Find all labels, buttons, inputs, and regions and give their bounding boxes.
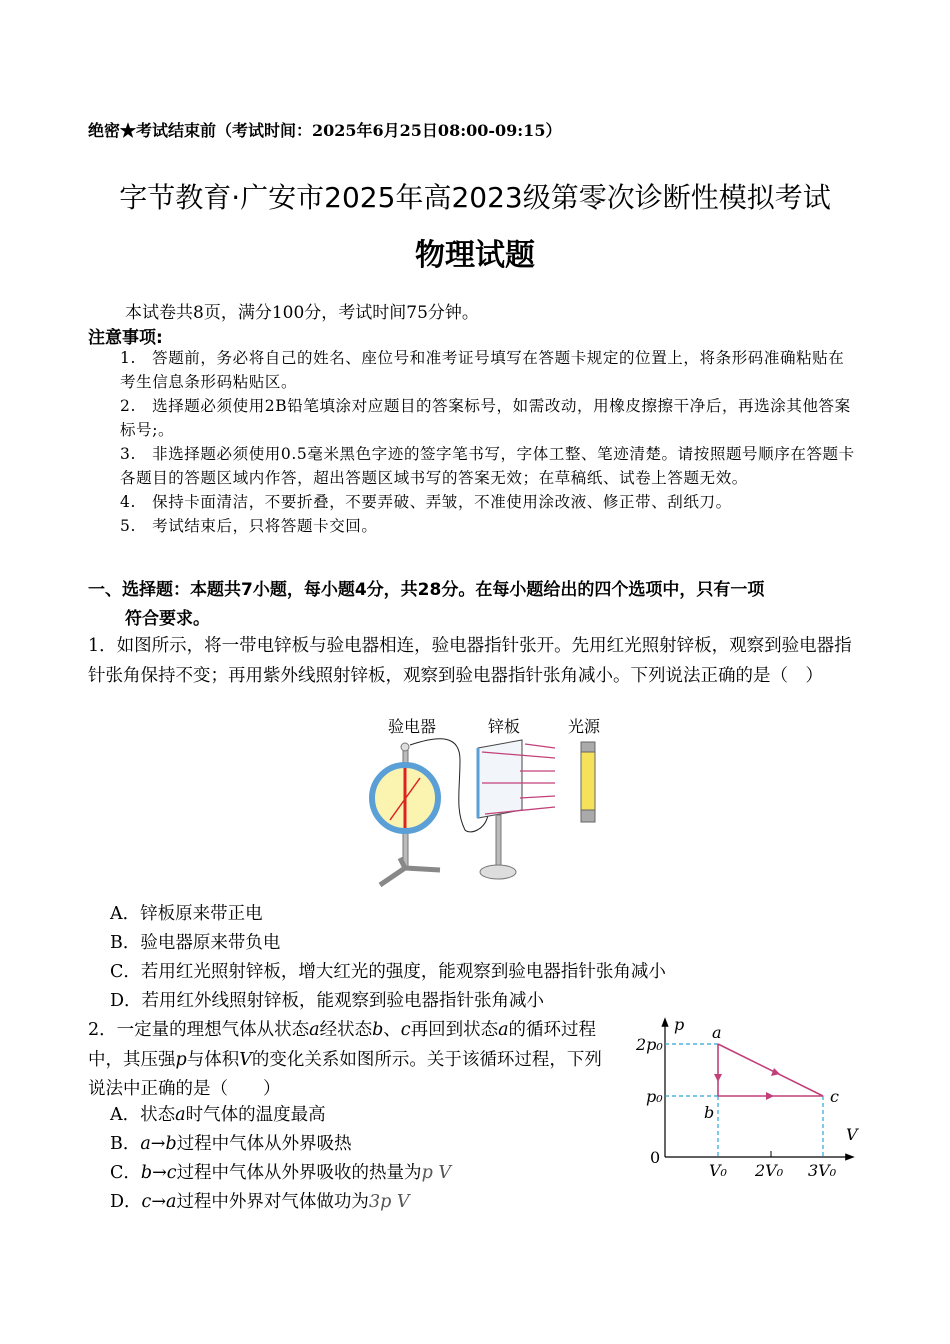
v-axis-label: V (846, 1125, 858, 1144)
tick-2v0: 2V₀ (755, 1161, 784, 1180)
option-d: D．若用红外线照射锌板，能观察到验电器指针张角减小 (110, 991, 545, 1011)
section-line1: 一、选择题：本题共7小题，每小题4分，共28分。在每小题给出的四个选项中，只有一项 (88, 580, 765, 600)
option-d: D．c→a过程中外界对气体做功为3p V (110, 1192, 410, 1212)
tick-v0: V₀ (709, 1161, 727, 1180)
question-1-options (110, 900, 666, 1016)
electroscope-figure (360, 710, 620, 890)
option-a: A．锌板原来带正电 (110, 904, 263, 924)
note-item: 2. 选择题必须使用2B铅笔填涂对应题目的答案标号，如需改动，用橡皮擦擦干净后，再选涂其他答案标号;。 (120, 397, 851, 439)
tick-3v0: 3V₀ (808, 1161, 837, 1180)
option-b: B．验电器原来带负电 (110, 933, 281, 953)
notes-list (120, 346, 860, 538)
option-a: A．状态a时气体的温度最高 (110, 1105, 326, 1125)
note-item: 5. 考试结束后，只将答题卡交回。 (120, 517, 378, 535)
pv-graph (620, 1010, 870, 1200)
label-zinc-plate: 锌板 (488, 717, 521, 736)
point-b: b (704, 1103, 715, 1122)
cycle-path (718, 1044, 823, 1096)
section-line2: 符合要求。 (125, 609, 210, 629)
question-2-stem: 2．一定量的理想气体从状态a经状态b、c再回到状态a的循环过程中，其压强p与体积V的变化关系如图所示。关于该循环过程，下列说法中正确的是（ ） (88, 1020, 602, 1099)
note-item: 1. 答题前，务必将自己的姓名、座位号和准考证号填写在答题卡规定的位置上，将条形码准确粘贴在考生信息条形码粘贴区。 (120, 349, 845, 391)
tick-p0: p₀ (646, 1087, 663, 1106)
origin-label: 0 (650, 1148, 661, 1167)
intro: 本试卷共8页，满分100分，考试时间75分钟。 (125, 303, 479, 323)
option-b: B．a→b过程中气体从外界吸热 (110, 1134, 352, 1154)
question-2-options (110, 1101, 451, 1217)
option-c: C．b→c过程中气体从外界吸收的热量为p V (110, 1163, 451, 1183)
note-item: 4. 保持卡面清洁，不要折叠，不要弄破、弄皱，不准使用涂改液、修正带、刮纸刀。 (120, 493, 732, 511)
question-1-stem: 1．如图所示，将一带电锌板与验电器相连，验电器指针张开。先用红光照射锌板，观察到验电器指针张角保持不变；再用紫外线照射锌板，观察到验电器指针张角减小。下列说法正确的是（ ） (88, 636, 852, 686)
subject-title: 物理试题 (415, 238, 535, 273)
secret-line: 绝密★考试结束前（考试时间：2025年6月25日08:00-09:15） (88, 121, 562, 140)
option-c: C．若用红光照射锌板，增大红光的强度，能观察到验电器指针张角减小 (110, 962, 666, 982)
note-item: 3. 非选择题必须使用0.5毫米黑色字迹的签字笔书写，字体工整、笔迹清楚。请按照题号顺序在答题卡各题目的答题区域内作答，超出答题区域书写的答案无效；在草稿纸、试卷上答题无效。 (120, 445, 855, 487)
exam-title: 字节教育·广安市2025年高2023级第零次诊断性模拟考试 (119, 181, 831, 214)
p-axis-label: p (674, 1015, 685, 1034)
label-electroscope: 验电器 (388, 717, 437, 736)
label-light-source: 光源 (568, 717, 601, 736)
tick-2p0: 2p₀ (636, 1035, 663, 1054)
point-c: c (830, 1087, 839, 1106)
guide-lines (665, 1044, 823, 1157)
point-a: a (712, 1023, 722, 1042)
notes-heading: 注意事项: (88, 328, 163, 348)
section-heading (88, 576, 868, 634)
